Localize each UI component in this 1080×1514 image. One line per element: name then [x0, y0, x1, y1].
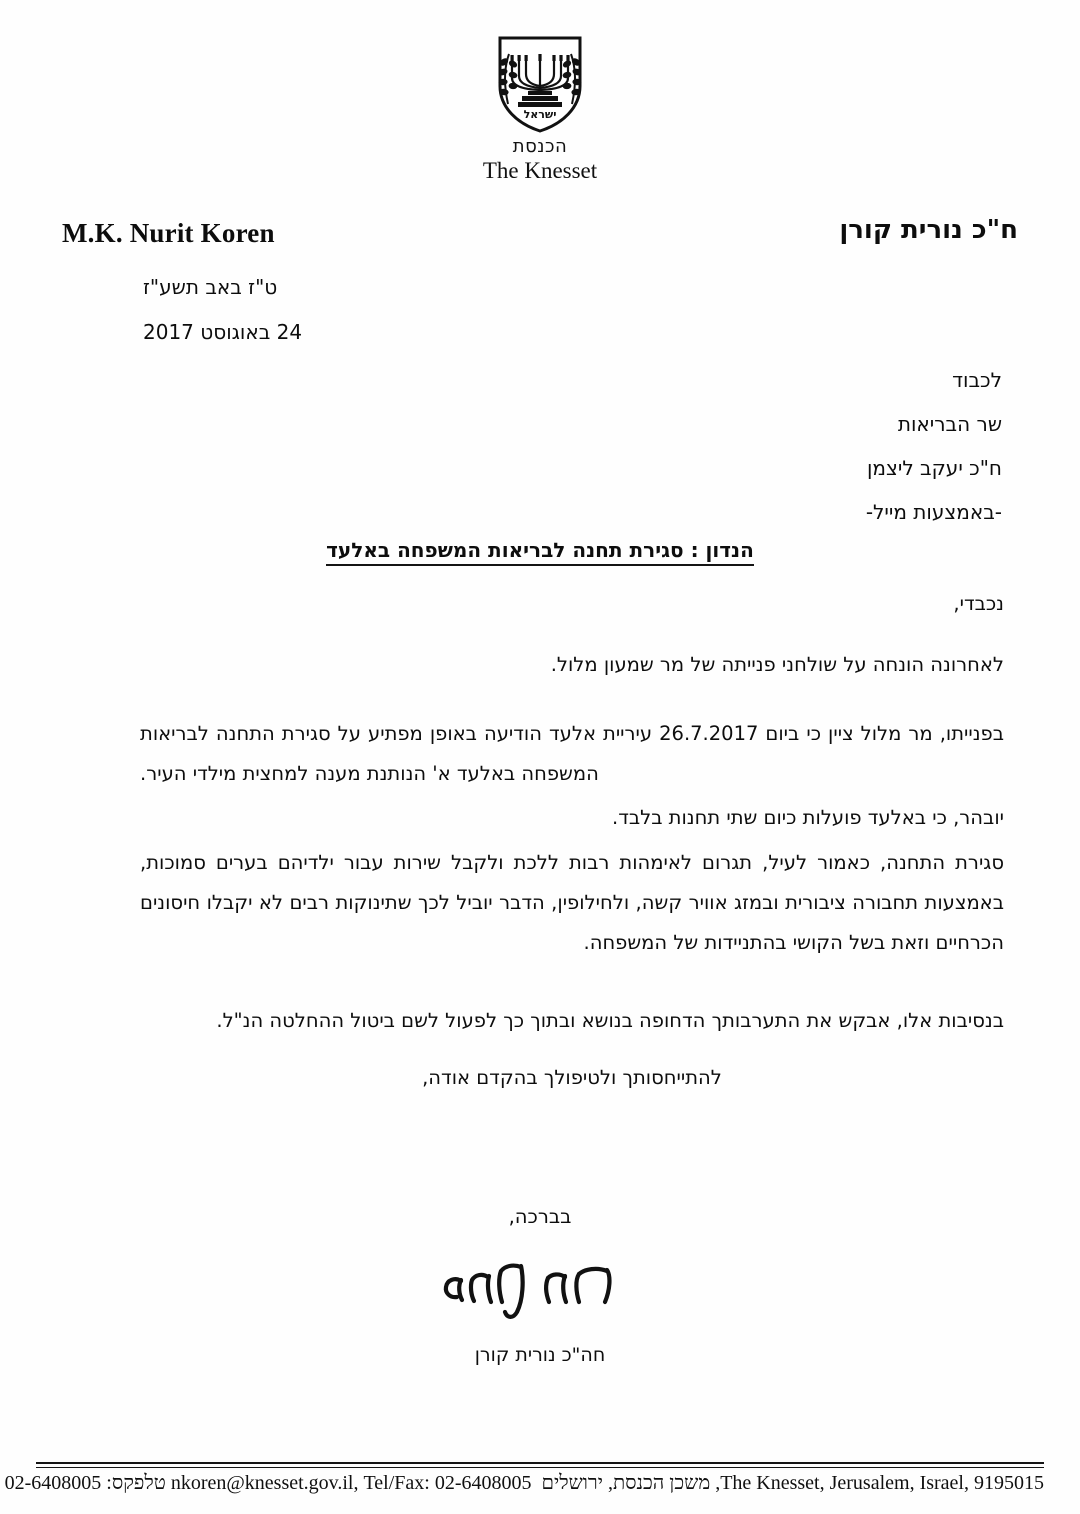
addressee-line-2: שר הבריאות: [897, 412, 1002, 436]
subject-line: [0, 538, 1080, 562]
footer-email[interactable]: nkoren@knesset.gov.il: [170, 1472, 354, 1494]
footer-divider: [36, 1462, 1044, 1468]
addressee-line-1: לכבוד: [952, 368, 1002, 392]
signature-icon: [425, 1250, 655, 1326]
footer-address-english: The Knesset, Jerusalem, Israel: [720, 1472, 964, 1494]
signature-greeting: בברכה,: [508, 1205, 572, 1228]
mk-name-hebrew: ח"כ נורית קורן: [839, 215, 1018, 245]
body-paragraph-4: סגירת התחנה, כאמור לעיל, תגרום לאימהות רבות ללכת ולקבל שירות עבור ילדיהם בערים סמוכות, באמצעות תחבורה ציבורית ובמזג אוויר קשה, ולחילופין, הדבר יוביל לכך שתינוקות רבים לא יקבלו חיסונים הכרחיים וזאת בשל הקושי בהתניידות של המשפחה.: [140, 851, 1004, 954]
footer-fax-hebrew: טלפקס: 02-6408005: [4, 1472, 166, 1494]
knesset-name-hebrew: הכנסת: [512, 136, 568, 157]
footer-postal-code: 9195015: [974, 1472, 1044, 1494]
addressee-line-4: -באמצעות מייל-: [865, 500, 1002, 524]
signature-printed-name: חה"כ נורית קורן: [474, 1344, 606, 1366]
subject-text: הנדון : סגירת תחנה לבריאות המשפחה באלעד: [326, 538, 754, 566]
handwritten-signature: [0, 1250, 1080, 1330]
date-hebrew: ט"ז באב תשע"ז: [143, 275, 278, 299]
knesset-emblem-icon: [492, 34, 588, 134]
footer-address-hebrew: משכן הכנסת, ירושלים: [541, 1472, 711, 1494]
footer-telfax: Tel/Fax: 02-6408005: [363, 1472, 532, 1494]
body-paragraph-6: להתייחסותך ולטיפולך בהקדם אודה,: [422, 1066, 722, 1089]
salutation: נכבדי,: [953, 592, 1004, 615]
body-paragraph-3: יובהר, כי באלעד פועלות כיום שתי תחנות בלבד.: [612, 806, 1004, 829]
mk-name-english: M.K. Nurit Koren: [62, 218, 275, 248]
letter-body: [140, 592, 1004, 1089]
footer-contact-line: The Knesset, Jerusalem, Israel, 9195015, משכן הכנסת, ירושלים nkoren@knesset.gov.il, Tel/Fax: 02-6408005 טלפקס: 02-6408005: [4, 1472, 1044, 1494]
addressee-block: [866, 358, 1002, 534]
letterhead: [0, 34, 1080, 184]
knesset-name-english: The Knesset: [482, 158, 598, 183]
body-paragraph-1: לאחרונה הונחה על שולחני פנייתה של מר שמעון מלול.: [550, 653, 1004, 676]
date-gregorian: 24 באוגוסט 2017: [143, 320, 303, 344]
signature-block: [0, 1205, 1080, 1366]
emblem-shield-text: ישראל: [523, 108, 557, 121]
addressee-line-3: ח"כ יעקב ליצמן: [866, 456, 1002, 480]
body-paragraph-5: בנסיבות אלו, אבקש את התערבותך הדחופה בנושא ובתוך כך לפעול לשם ביטול ההחלטה הנ"ל.: [216, 1009, 1004, 1032]
body-paragraph-2: בפנייתו, מר מלול ציין כי ביום 26.7.2017 עיריית אלעד הודיעה באופן מפתיע על סגירת התחנה לבריאות המשפחה באלעד א' הנותנת מענה למחצית מילדי העיר.: [140, 722, 1004, 785]
